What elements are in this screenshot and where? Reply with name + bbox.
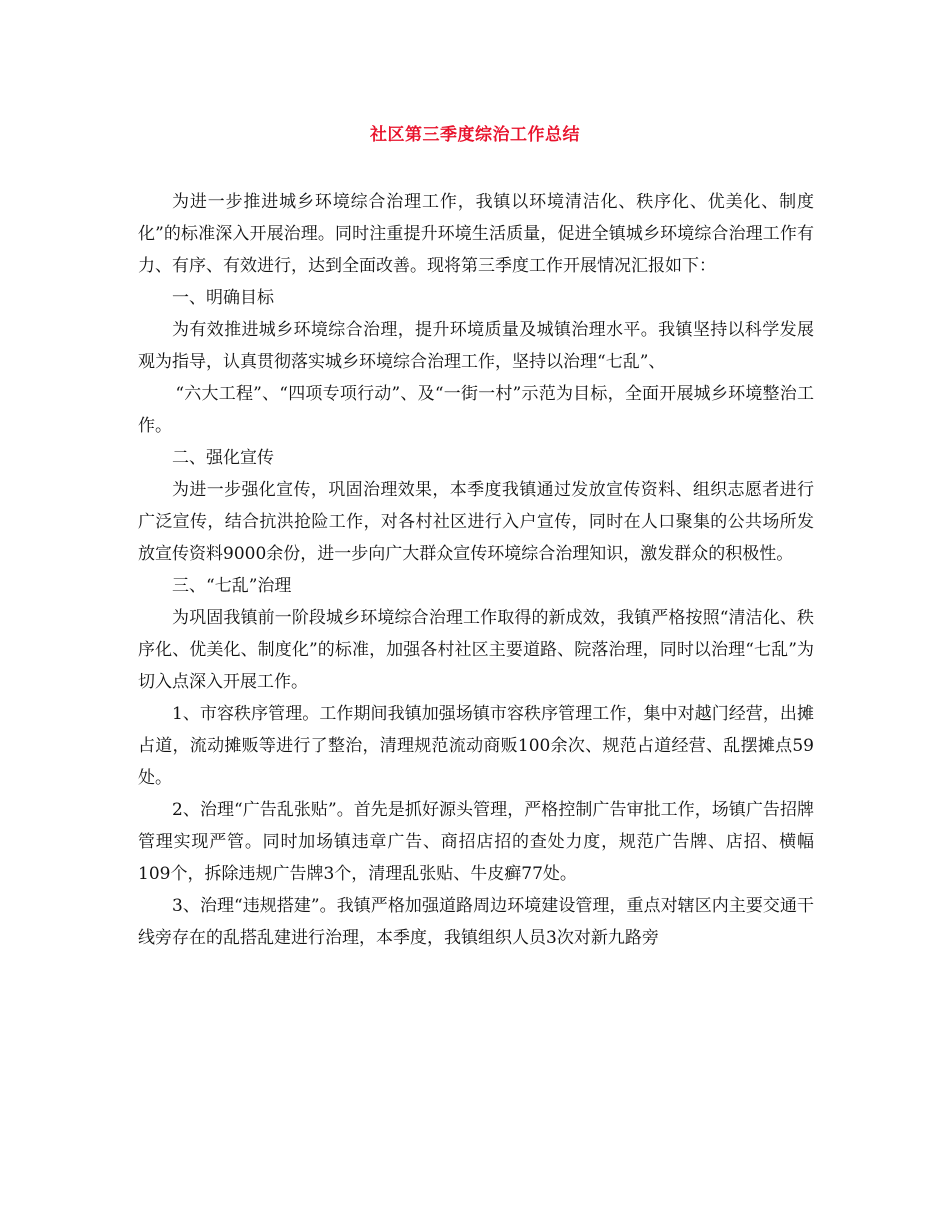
paragraph-item-1: 1、市容秩序管理。工作期间我镇加强场镇市容秩序管理工作，集中对越门经营，出摊占道，流动摊贩等进行了整治，清理规范流动商贩100余次、规范占道经营、乱摆摊点59处。 <box>138 704 814 788</box>
paragraph-goal: 为有效推进城乡环境综合治理，提升环境质量及城镇治理水平。我镇坚持以科学发展观为指导，认真贯彻落实城乡环境综合治理工作，坚持以治理“七乱”、 <box>138 320 814 372</box>
document-title: 社区第三季度综治工作总结 <box>370 125 580 145</box>
paragraph-goal-continued: “六大工程”、“四项专项行动”、及“一街一村”示范为目标，全面开展城乡环境整治工作。 <box>138 384 814 436</box>
paragraph-intro: 为进一步推进城乡环境综合治理工作，我镇以环境清洁化、秩序化、优美化、制度化”的标准深入开展治理。同时注重提升环境生活质量，促进全镇城乡环境综合治理工作有力、有序、有效进行，达到全面改善。现将第三季度工作开展情况汇报如下： <box>138 192 814 276</box>
section-heading-1: 一、明确目标 <box>172 288 274 308</box>
section-heading-2: 二、强化宣传 <box>172 448 274 468</box>
paragraph-item-3: 3、治理“违规搭建”。我镇严格加强道路周边环境建设管理，重点对辖区内主要交通干线旁存在的乱搭乱建进行治理，本季度，我镇组织人员3次对新九路旁 <box>138 896 814 948</box>
paragraph-governance: 为巩固我镇前一阶段城乡环境综合治理工作取得的新成效，我镇严格按照“清洁化、秩序化、优美化、制度化”的标准，加强各村社区主要道路、院落治理，同时以治理“七乱”为切入点深入开展工作。 <box>138 608 814 692</box>
paragraph-item-2: 2、治理“广告乱张贴”。首先是抓好源头管理，严格控制广告审批工作，场镇广告招牌管理实现严管。同时加场镇违章广告、商招店招的查处力度，规范广告牌、店招、横幅109个，拆除违规广告牌3个，清理乱张贴、牛皮癣77处。 <box>138 800 814 884</box>
paragraph-publicity: 为进一步强化宣传，巩固治理效果，本季度我镇通过发放宣传资料、组织志愿者进行广泛宣传，结合抗洪抢险工作，对各村社区进行入户宣传，同时在人口聚集的公共场所发放宣传资料9000余份，进一步向广大群众宣传环境综合治理知识，激发群众的积极性。 <box>138 480 814 564</box>
section-heading-3: 三、“七乱”治理 <box>172 576 292 596</box>
document-body <box>138 186 814 954</box>
